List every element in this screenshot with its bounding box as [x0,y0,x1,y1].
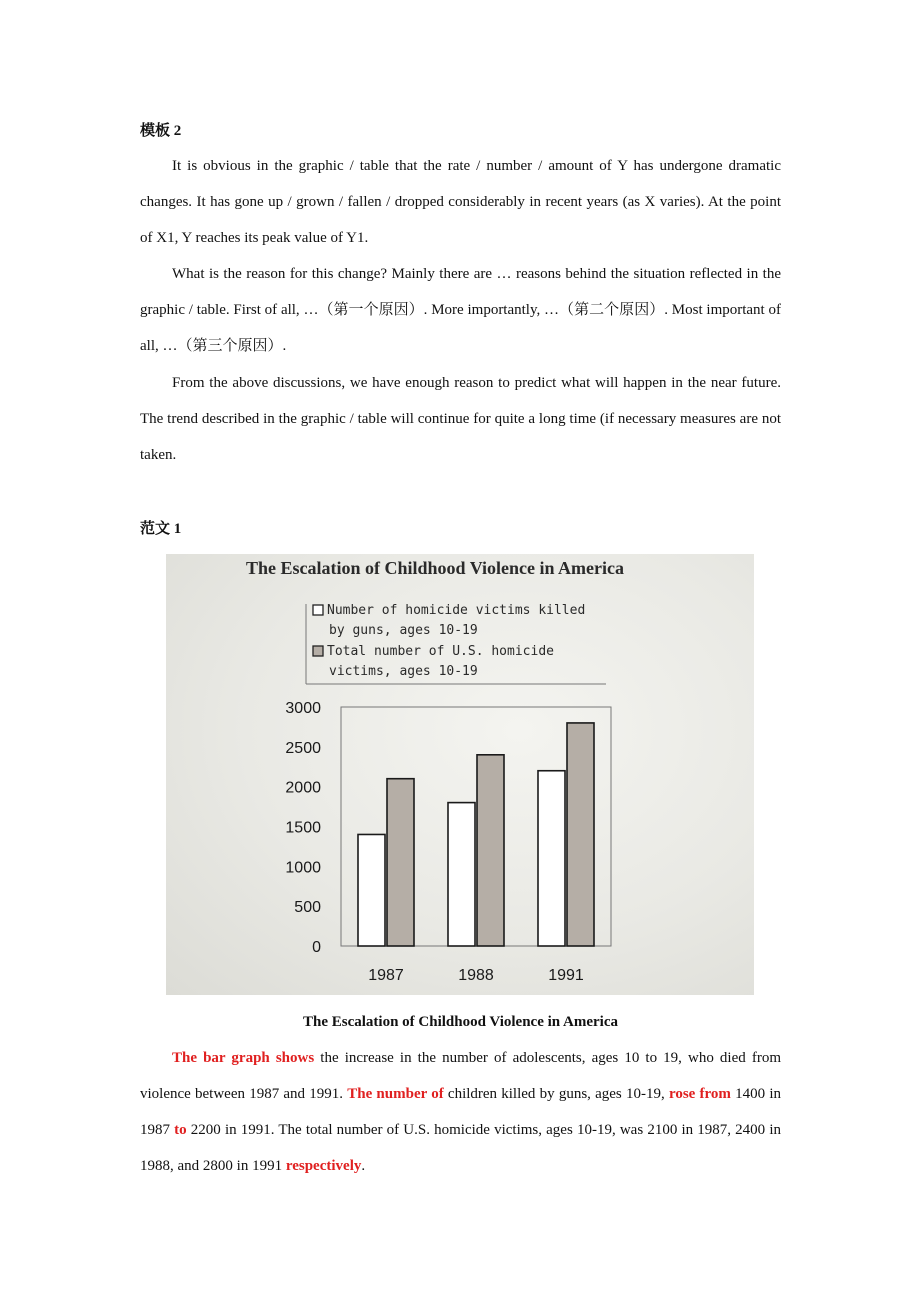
paragraph-text: the increase in the number of adolescents, ages 10 to 19, who died from violence between 1987 and 1991. [140,1050,781,1102]
y-tick-label: 2500 [285,739,321,757]
highlight-phrase: rose from [668,1086,731,1102]
legend-label: by guns, ages 10-19 [329,623,478,638]
highlight-phrase: The number of [347,1086,444,1102]
paragraph-text: children killed by guns, ages 10-19, [443,1086,669,1102]
chart-photo [166,554,754,995]
chart-title: The Escalation of Childhood Violence in America [246,558,625,578]
y-tick-label: 3000 [285,700,321,717]
bar [387,779,414,946]
y-tick-label: 1500 [285,819,321,837]
y-tick-label: 1000 [285,859,321,877]
x-tick-label: 1991 [548,967,584,984]
bar [477,755,504,946]
chart-legend [306,603,606,684]
template-paragraph-1: It is obvious in the graphic / table that the rate / number / amount of Y has undergone dramatic changes. It has gone up / grown / fallen / dropped considerably in recent years (as X varies). At the point of X1, Y reaches its peak value of Y1. [140,158,781,246]
template-paragraph-2: What is the reason for this change? Mainly there are … reasons behind the situation reflected in the graphic / table. First of all, …（第一个原因）. More importantly, …（第二个原因）. Most important of all, …（第三个原因）. [140,266,781,354]
bar [448,803,475,946]
chart-labels [368,967,584,984]
chart-caption: The Escalation of Childhood Violence in America [302,1014,618,1030]
chart-bars [358,723,594,946]
paragraph-text: . [361,1158,366,1174]
y-tick-label: 2000 [285,779,321,797]
legend-label: victims, ages 10-19 [329,664,478,679]
sample-paragraph [140,1040,781,1184]
highlight-phrase: respectively [285,1158,362,1174]
highlight-phrase: to [174,1122,187,1138]
legend-swatch [313,605,323,615]
bar-chart [166,554,754,995]
bar [358,834,385,946]
highlight-phrase: The bar graph shows [172,1050,315,1066]
legend-label: Number of homicide victims killed [327,603,586,618]
legend-label: Total number of U.S. homicide [327,644,554,659]
sample-heading: 范文 1 [140,521,182,537]
x-tick-label: 1987 [368,967,404,984]
bar [538,771,565,946]
paragraph-text: 2200 in 1991. The total number of U.S. homicide victims, ages 10-19, was 2100 in 1987, 2400 in 1988, and 2800 in 1991 [140,1122,781,1174]
x-tick-label: 1988 [458,967,494,984]
template-heading: 模板 2 [140,123,182,139]
bar [567,723,594,946]
legend-swatch [313,646,323,656]
y-tick-label: 0 [312,939,321,956]
paragraph-text: 1400 in 1987 [140,1086,781,1138]
y-tick-label: 500 [294,899,321,917]
template-paragraph-3: From the above discussions, we have enough reason to predict what will happen in the near future. The trend described in the graphic / table will continue for quite a long time (if necessary measures are not taken. [140,375,781,463]
